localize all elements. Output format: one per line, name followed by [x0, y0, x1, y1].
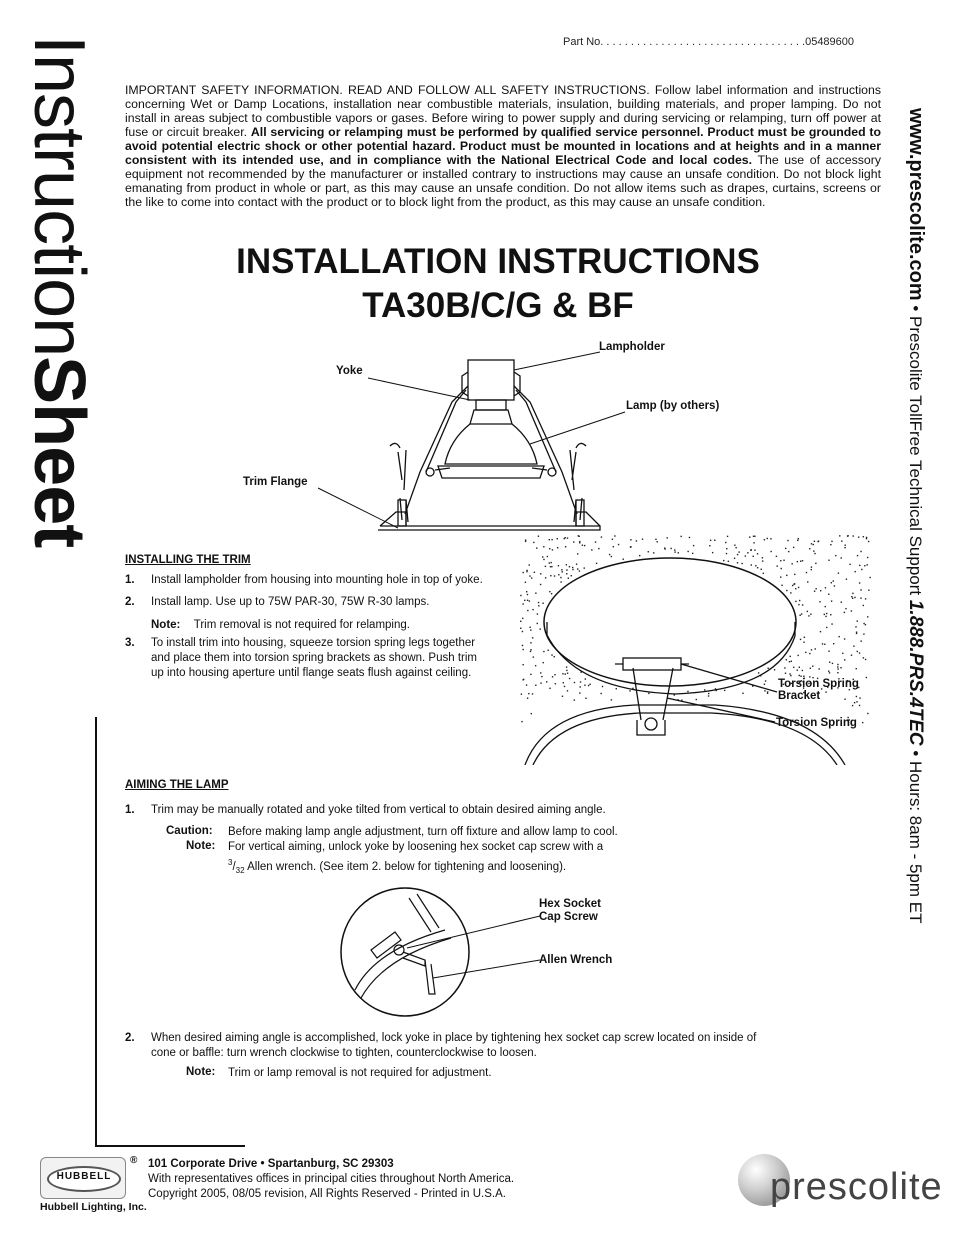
- prescolite-logo-text: prescolite: [770, 1166, 943, 1208]
- install-step-3-number: 3.: [125, 637, 135, 649]
- install-note-label: Note:: [151, 619, 181, 631]
- safety-text-1: IMPORTANT SAFETY INFORMATION. READ AND FOLLOW ALL SAFETY INSTRUCTIONS. Follow label information and instructions concerning Wet or Damp Locations, installation near combustible materials, insulation, building materials, and proper lamping. Do not install in areas subject to combustible vapors or gases. Before wiring to power supply and during servicing or relamping, turn off power at fuse or circuit breaker.: [125, 83, 881, 139]
- install-step-2-number: 2.: [125, 596, 135, 608]
- installing-heading: INSTALLING THE TRIM: [125, 554, 251, 566]
- aim-step-1-number: 1.: [125, 804, 135, 816]
- aim-step-2-line-1: When desired aiming angle is accomplished, lock yoke in place by tightening hex socket cap screw located on inside of: [151, 1032, 757, 1044]
- aiming-heading: AIMING THE LAMP: [125, 779, 229, 791]
- aim-note2-text: Trim or lamp removal is not required for adjustment.: [228, 1067, 492, 1079]
- part-number-line: [563, 36, 854, 48]
- install-step-3-line-1: To install trim into housing, squeeze torsion spring legs together: [151, 637, 476, 649]
- left-horizontal-rule: [95, 1145, 245, 1147]
- footer-address: 101 Corporate Drive • Spartanburg, SC 29303: [148, 1158, 394, 1170]
- support-phone: 1.888.PRS.4TEC: [905, 599, 926, 746]
- aim-note-line-2: $^3/_{32}$ Allen wrench. (See item 2. below for tightening and loosening).: [228, 858, 567, 876]
- hubbell-lighting-name: Hubbell Lighting, Inc.: [40, 1201, 147, 1213]
- install-step-3-line-3: up into housing aperture until flange seats flush against ceiling.: [151, 667, 472, 679]
- hubbell-logo: [40, 1157, 126, 1199]
- fraction-denominator: 32: [235, 866, 245, 876]
- part-number-label: Part No.: [563, 36, 604, 48]
- banner-word-sheet: Sheet: [19, 356, 99, 548]
- caution-text: Before making lamp angle adjustment, turn off fixture and allow lamp to cool.: [228, 826, 618, 838]
- fraction-numerator: 3: [228, 858, 233, 867]
- hubbell-logo-text: HUBBELL: [56, 1171, 112, 1182]
- install-step-2-text: Install lamp. Use up to 75W PAR-30, 75W R-30 lamps.: [151, 596, 430, 608]
- page-title: [125, 240, 871, 328]
- aim-step-1: [125, 803, 825, 819]
- aim-step-2-line-2: cone or baffle: turn wrench clockwise to tighten, counterclockwise to loosen.: [151, 1047, 537, 1059]
- safety-text-2: The use of accessory equipment not recommended by the manufacturer or installed contrary to instructions may cause an unsafe condition. Do not block light emanating from product in whole or part, as this may cause an unsafe condition. Do not allow items such as drapes, curtains, screens or the like to come into contact with the product or to block light from the product, as this may cause an unsafe condition.: [125, 153, 882, 209]
- website-url: www.prescolite.com: [905, 108, 927, 301]
- banner-word-instruction: Instruction: [19, 35, 99, 357]
- install-step-1: [125, 573, 525, 589]
- install-step-2: [125, 595, 525, 611]
- label-bracket-line-1: Torsion Spring: [778, 678, 859, 690]
- aim-step-1-text: Trim may be manually rotated and yoke tilted from vertical to obtain desired aiming angle.: [151, 804, 606, 816]
- footer-copyright: Copyright 2005, 08/05 revision, All Rights Reserved - Printed in U.S.A.: [148, 1188, 506, 1200]
- aim-step-2-number: 2.: [125, 1032, 135, 1044]
- support-prefix: • Prescolite TollFree Technical Support: [906, 300, 925, 600]
- part-number-dots: . . . . . . . . . . . . . . . . . . . . . . . . . . . . . . . . .: [603, 36, 806, 48]
- registered-mark: ®: [130, 1155, 138, 1166]
- label-lampholder: Lampholder: [599, 341, 665, 353]
- install-note: [151, 615, 521, 633]
- install-step-1-number: 1.: [125, 574, 135, 586]
- install-note-text: Trim removal is not required for relamping.: [193, 619, 410, 631]
- ceiling-trim-diagram: [515, 530, 875, 765]
- label-allen-wrench: Allen Wrench: [539, 954, 613, 966]
- aim-note-text: For vertical aiming, unlock yoke by loosening hex socket cap screw with a: [228, 841, 604, 853]
- label-hex-socket-cap-screw: [539, 898, 601, 924]
- caution-label: Caution:: [166, 825, 213, 837]
- support-banner: [902, 108, 932, 1138]
- install-step-3-line-2: and place them into torsion spring brackets as shown. Push trim: [151, 652, 477, 664]
- label-hex-line-1: Hex Socket: [539, 898, 602, 910]
- label-trim-flange: Trim Flange: [243, 476, 308, 488]
- label-bracket-line-2: Bracket: [778, 690, 821, 702]
- instruction-sheet-banner: [20, 35, 100, 725]
- aim-step-2: [125, 1031, 865, 1063]
- label-torsion-spring: Torsion Spring: [776, 717, 857, 729]
- label-torsion-spring-bracket: [778, 678, 859, 702]
- part-number-value: 05489600: [805, 36, 855, 48]
- install-step-1-text: Install lampholder from housing into mounting hole in top of yoke.: [151, 574, 483, 586]
- footer-representatives: With representatives offices in principal cities throughout North America.: [148, 1173, 515, 1185]
- footer-text: [148, 1157, 514, 1202]
- title-line-2: TA30B/C/G & BF: [362, 286, 634, 325]
- prescolite-logo: [738, 1148, 943, 1218]
- install-step-3: [125, 636, 525, 682]
- label-lamp: Lamp (by others): [626, 400, 720, 412]
- safety-text-bold: All servicing or relamping must be performed by qualified service personnel. Product must be grounded to avoid potential electric shock or other potential hazard. Product must be mounted in locations and at heights and in a manner consistent with its intended use, and in compliance with the National Electrical Code and local codes.: [125, 125, 882, 167]
- aim-note-label: Note:: [186, 840, 216, 852]
- support-hours: • Hours: 8am - 5pm ET: [906, 745, 925, 924]
- aim-note2-label: Note:: [186, 1066, 216, 1078]
- safety-information: [125, 83, 881, 209]
- fixture-cross-section-diagram: [240, 340, 740, 540]
- label-yoke: Yoke: [336, 365, 363, 377]
- aim-note-text-2: Allen wrench. (See item 2. below for tightening and loosening).: [244, 860, 567, 873]
- title-line-1: INSTALLATION INSTRUCTIONS: [236, 242, 760, 281]
- label-hex-line-2: Cap Screw: [539, 911, 598, 923]
- left-vertical-rule: [95, 717, 97, 1147]
